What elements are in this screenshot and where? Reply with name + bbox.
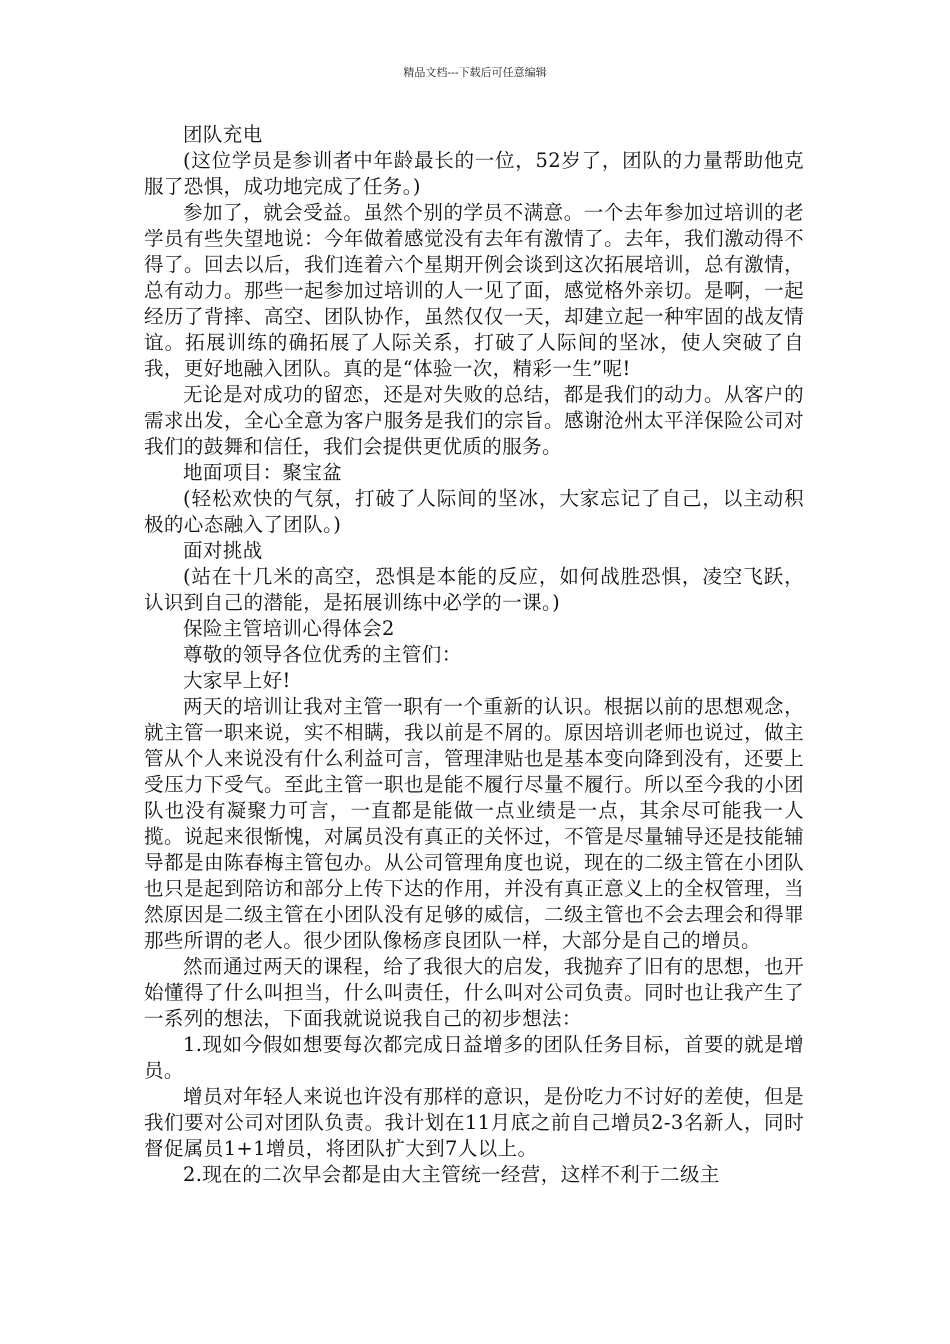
list-item-2: 2.现在的二次早会都是由大主管统一经营，这样不利于二级主 (183, 1163, 720, 1186)
greeting: 大家早上好! (183, 669, 291, 692)
paragraph-motivation: 无论是对成功的留恋，还是对失败的总结，都是我们的动力。从客户的需求出发，全心全意为客户服务是我们的宗旨。感谢沧州太平洋保险公司对我们的鼓舞和信任，我们会提供更优质的服务。 (144, 383, 804, 458)
page-header: 精品文档---下载后可任意编辑 (403, 66, 547, 79)
paragraph-caption-challenge: (站在十几米的高空，恐惧是本能的反应，如何战胜恐惧，凌空飞跃，认识到自己的潜能，是拓展训练中必学的一课。) (144, 565, 804, 614)
heading-face-challenge: 面对挑战 (183, 539, 263, 562)
list-item-1: 1.现如今假如想要每次都完成日益增多的团队任务目标，首要的就是增员。 (144, 1033, 804, 1082)
salutation: 尊敬的领导各位优秀的主管们： (183, 643, 462, 666)
paragraph-training-reflection: 两天的培训让我对主管一职有一个重新的认识。根据以前的思想观念，就主管一职来说，实不相瞒，我以前是不屑的。原因培训老师也说过，做主管从个人来说没有什么利益可言，管理津贴也是基本变向降到没有，还要上受压力下受气。至此主管一职也是能不履行尽量不履行。所以至今我的小团队也没有凝聚力可言，一直都是能做一点业绩是一点，其余尽可能我一人揽。说起来很惭愧，对属员没有真正的关怀过，不管是尽量辅导还是技能辅导都是由陈春梅主管包办。从公司管理角度也说，现在的二级主管在小团队也只是起到陪访和部分上传下达的作用，并没有真正意义上的全权管理，当然原因是二级主管在小团队没有足够的威信，二级主管也不会去理会和得罪那些所谓的老人。很少团队像杨彦良团队一样，大部分是自己的增员。 (144, 695, 804, 952)
paragraph-caption-ground-project: (轻松欢快的气氛，打破了人际间的坚冰，大家忘记了自己，以主动积极的心态融入了团队。) (144, 487, 804, 536)
heading-ground-project: 地面项目：聚宝盆 (183, 461, 343, 484)
document-body (144, 122, 804, 1188)
paragraph-caption-oldest-trainee: (这位学员是参训者中年龄最长的一位，52岁了，团队的力量帮助他克服了恐惧，成功地完成了任务。) (144, 149, 804, 198)
heading-team-recharge: 团队充电 (183, 123, 263, 146)
paragraph-inspiration: 然而通过两天的课程，给了我很大的启发，我抛弃了旧有的思想，也开始懂得了什么叫担当，什么叫责任，什么叫对公司负责。同时也让我产生了一系列的想法，下面我就说说我自己的初步想法： (144, 955, 804, 1030)
paragraph-recruitment-plan: 增员对年轻人来说也许没有那样的意识，是份吃力不讨好的差使，但是我们要对公司对团队负责。我计划在11月底之前自己增员2-3名新人，同时督促属员1+1增员，将团队扩大到7人以上。 (144, 1085, 804, 1160)
heading-article-2: 保险主管培训心得体会2 (183, 617, 395, 640)
paragraph-participation-benefit: 参加了，就会受益。虽然个别的学员不满意。一个去年参加过培训的老学员有些失望地说：今年做着感觉没有去年有激情了。去年，我们激动得不得了。回去以后，我们连着六个星期开例会谈到这次拓展培训，总有激情，总有动力。那些一起参加过培训的人一见了面，感觉格外亲切。是啊，一起经历了背摔、高空、团队协作，虽然仅仅一天，却建立起一种牢固的战友情谊。拓展训练的确拓展了人际关系，打破了人际间的坚冰，使人突破了自我，更好地融入团队。真的是“体验一次，精彩一生”呢! (144, 201, 804, 380)
